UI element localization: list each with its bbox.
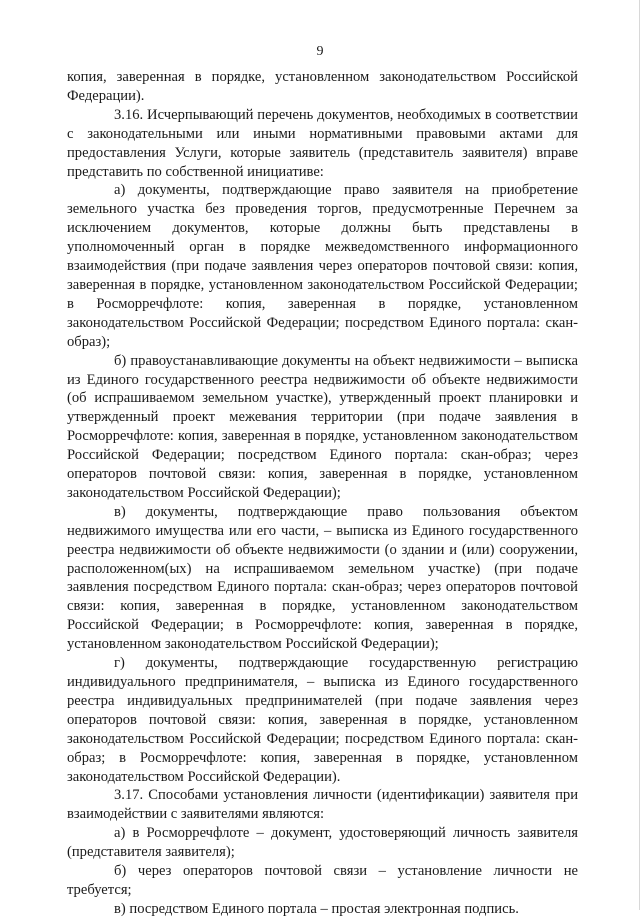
paragraph-3-16-v: в) документы, подтверждающие право пользования объектом недвижимого имущества или его части, – выписка из Единого государственного реестра недвижимости об объекте недвижимости (о здании и (или) сооружении, расположенном(ых) на испрашиваемом земельном участке) (при подаче заявления посредством Единого портала: скан-образ; через операторов почтовой связи: копия, заверенная в порядке, установленном законодательством Российской Федерации; в Росморречфлоте: копия, заверенная в порядке, установленном законодательством Российской Федерации); — [67, 503, 578, 653]
paragraph-3-17-b: б) через операторов почтовой связи – установление личности не требуется; — [67, 863, 578, 898]
page-number: 9 — [316, 44, 324, 59]
paragraph-3-17: 3.17. Способами установления личности (идентификации) заявителя при взаимодействии с заявителями являются: — [67, 787, 578, 823]
paragraph-3-16: 3.16. Исчерпывающий перечень документов, необходимых в соответствии с законодательными или иными нормативными правовыми актами для предоставления Услуги, которые заявитель (представитель заявителя) вправе представить по собственной инициативе: — [67, 106, 578, 180]
document-body — [67, 68, 578, 919]
paragraph-3-16-b: б) правоустанавливающие документы на объект недвижимости – выписка из Единого государственного реестра недвижимости об объекте недвижимости (об испрашиваемом земельном участке), утвержденный проект планировки и утвержденный проект межевания территории (при подаче заявления в Росморречфлоте: копия, заверенная в порядке, установленном законодательством Российской Федерации; посредством Единого портала: скан-образ; через операторов почтовой связи: копия, заверенная в порядке, установленном законодательством Российской Федерации); — [67, 352, 578, 501]
paragraph-3-16-g: г) документы, подтверждающие государственную регистрацию индивидуального предпринимателя, – выписка из Единого государственного реестра индивидуальных предпринимателей (при подаче заявления через операторов почтовой связи: копия, заверенная в порядке, установленном законодательством Российской Федерации; посредством Единого портала: скан-образ; в Росморречфлоте: копия, заверенная в порядке, установленном законодательством Российской Федерации). — [67, 655, 578, 785]
paragraph-3-17-v: в) посредством Единого портала – простая электронная подпись. — [114, 900, 519, 917]
paragraph-3-16-a: а) документы, подтверждающие право заявителя на приобретение земельного участка без проведения торгов, предусмотренные Перечнем за исключением документов, которые должны быть представлены в уполномоченный орган в порядке межведомственного информационного взаимодействия (при подаче заявления через операторов почтовой связи: копия, заверенная в порядке, установленном законодательством Российской Федерации; в Росморречфлоте: копия, заверенная в порядке, установленном законодательством Российской Федерации; посредством Единого портала: скан-образ); — [67, 182, 578, 350]
paragraph-continuation: копия, заверенная в порядке, установленном законодательством Российской Федерации). — [67, 69, 578, 104]
paragraph-3-17-a: а) в Росморречфлоте – документ, удостоверяющий личность заявителя (представителя заявителя); — [67, 825, 578, 861]
